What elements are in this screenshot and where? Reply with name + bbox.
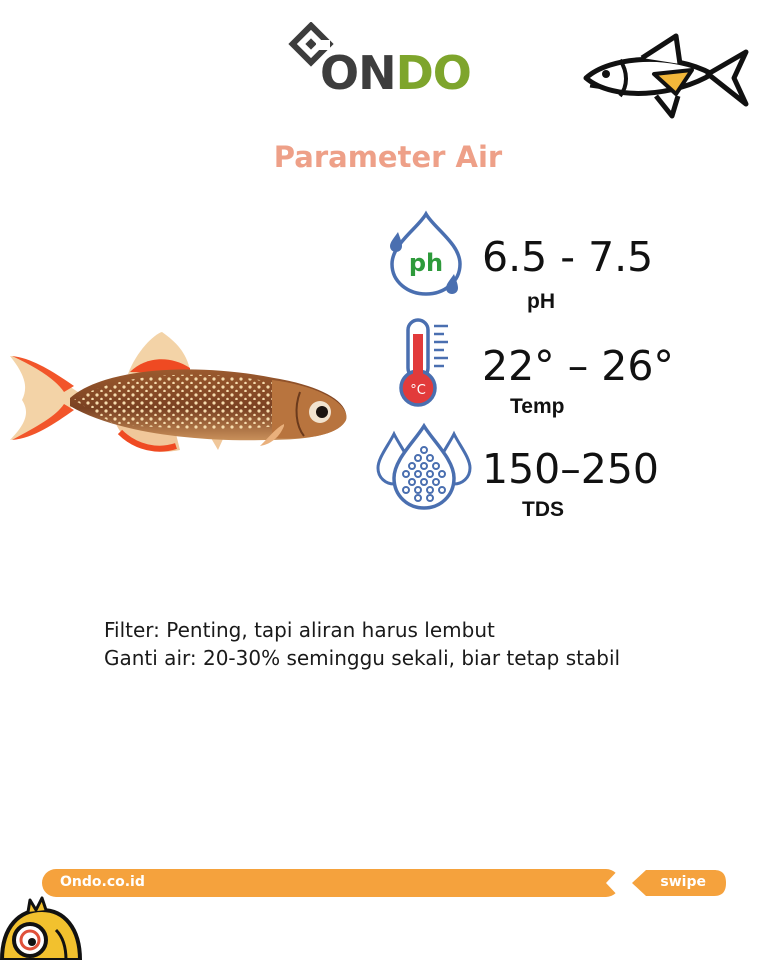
footer-bar-shape (42, 866, 728, 900)
ph-drop-icon (384, 208, 468, 300)
fish-illustration (4, 328, 352, 464)
svg-text:ph: ph (408, 249, 444, 277)
care-notes (104, 616, 664, 672)
mascot-icon (0, 896, 84, 960)
website-link[interactable]: Ondo.co.id (60, 874, 145, 890)
tds-drops-icon (376, 420, 472, 512)
logo-wordmark (320, 46, 471, 100)
svg-text:°C: °C (410, 383, 426, 398)
logo-text-green: DO (395, 46, 471, 100)
tds-label: TDS (522, 498, 564, 521)
ondo-logo (286, 22, 486, 102)
filter-note: Filter: Penting, tapi aliran harus lembut (104, 618, 495, 642)
ph-value: 6.5 - 7.5 (482, 233, 654, 281)
ph-label: pH (527, 290, 555, 313)
temp-label: Temp (510, 395, 565, 418)
water-change-note: Ganti air: 20-30% seminggu sekali, biar tetap stabil (104, 646, 621, 670)
swipe-button[interactable]: swipe (660, 874, 706, 890)
footer-bar (42, 866, 728, 900)
thermometer-icon (384, 316, 468, 408)
tds-value: 150–250 (482, 445, 660, 493)
page-title: Parameter Air (273, 140, 503, 174)
temp-value: 22° – 26° (482, 342, 674, 390)
logo-text-dark: ON (320, 46, 396, 100)
sketch-fish-icon (580, 30, 752, 122)
